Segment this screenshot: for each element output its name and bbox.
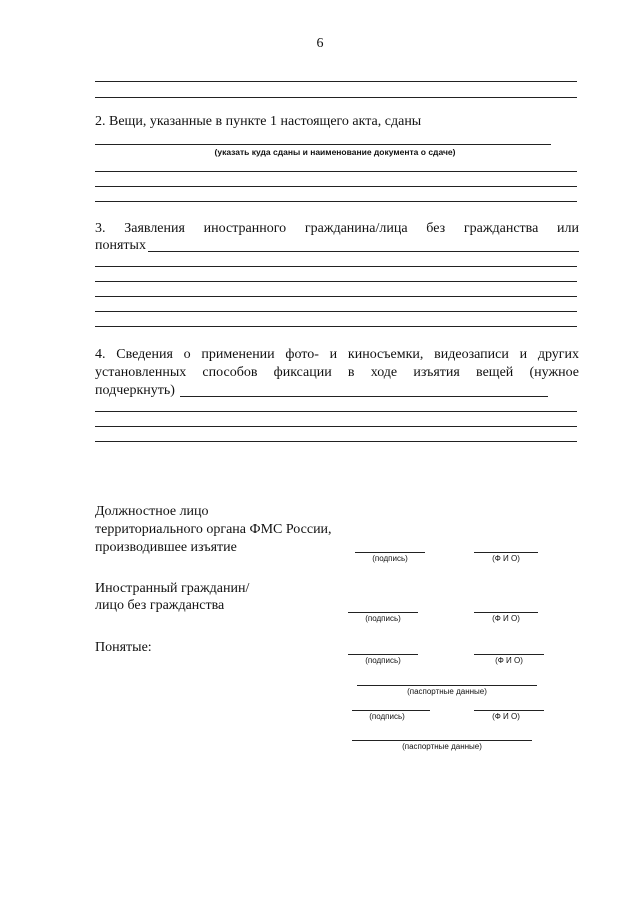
- blank-line: [148, 251, 579, 252]
- blank-line: [180, 396, 548, 397]
- name-line: [474, 654, 544, 655]
- blank-line: [95, 281, 577, 282]
- blank-line: [95, 266, 577, 267]
- blank-line: [95, 171, 577, 172]
- blank-line: [95, 296, 577, 297]
- signature-caption: (подпись): [365, 656, 401, 665]
- witnesses-label: Понятые:: [95, 640, 152, 655]
- blank-line: [95, 326, 577, 327]
- signature-caption: (подпись): [372, 554, 408, 563]
- official-label: территориального органа ФМС России,: [95, 522, 332, 537]
- section-3-heading-line: понятых: [95, 238, 146, 253]
- name-line: [474, 612, 538, 613]
- section-4-heading-line: подчеркнуть): [95, 383, 175, 398]
- blank-line: [95, 311, 577, 312]
- name-line: [474, 552, 538, 553]
- blank-line: [95, 186, 577, 187]
- signature-line: [352, 710, 430, 711]
- blank-line: [95, 201, 577, 202]
- name-caption: (Ф И О): [492, 712, 520, 721]
- blank-line: [95, 97, 577, 98]
- section-2-caption: (указать куда сданы и наименование документа о сдаче): [214, 147, 456, 157]
- name-caption: (Ф И О): [495, 656, 523, 665]
- passport-line: [357, 685, 537, 686]
- signature-line: [348, 612, 418, 613]
- official-label: производившее изъятие: [95, 540, 237, 555]
- foreigner-label: Иностранный гражданин/: [95, 581, 250, 596]
- page-number: 6: [316, 36, 324, 51]
- section-2-text: 2. Вещи, указанные в пункте 1 настоящего акта, сданы: [95, 114, 422, 129]
- signature-line: [348, 654, 418, 655]
- blank-line: [95, 426, 577, 427]
- signature-caption: (подпись): [365, 614, 401, 623]
- blank-line: [95, 441, 577, 442]
- passport-line: [352, 740, 532, 741]
- passport-caption: (паспортные данные): [402, 742, 482, 751]
- name-caption: (Ф И О): [492, 614, 520, 623]
- official-label: Должностное лицо: [95, 504, 209, 519]
- section-3-heading-line: 3. Заявления иностранного гражданина/лица без гражданства или: [95, 221, 579, 236]
- blank-line: [95, 411, 577, 412]
- blank-line: [95, 81, 577, 82]
- section-4-heading-line: 4. Сведения о применении фото- и киносъемки, видеозаписи и других: [95, 347, 579, 362]
- blank-line: [95, 144, 551, 145]
- foreigner-label: лицо без гражданства: [95, 598, 225, 613]
- section-4-heading-line: установленных способов фиксации в ходе изъятия вещей (нужное: [95, 365, 579, 380]
- name-caption: (Ф И О): [492, 554, 520, 563]
- signature-line: [355, 552, 425, 553]
- signature-caption: (подпись): [369, 712, 405, 721]
- passport-caption: (паспортные данные): [407, 687, 487, 696]
- name-line: [474, 710, 544, 711]
